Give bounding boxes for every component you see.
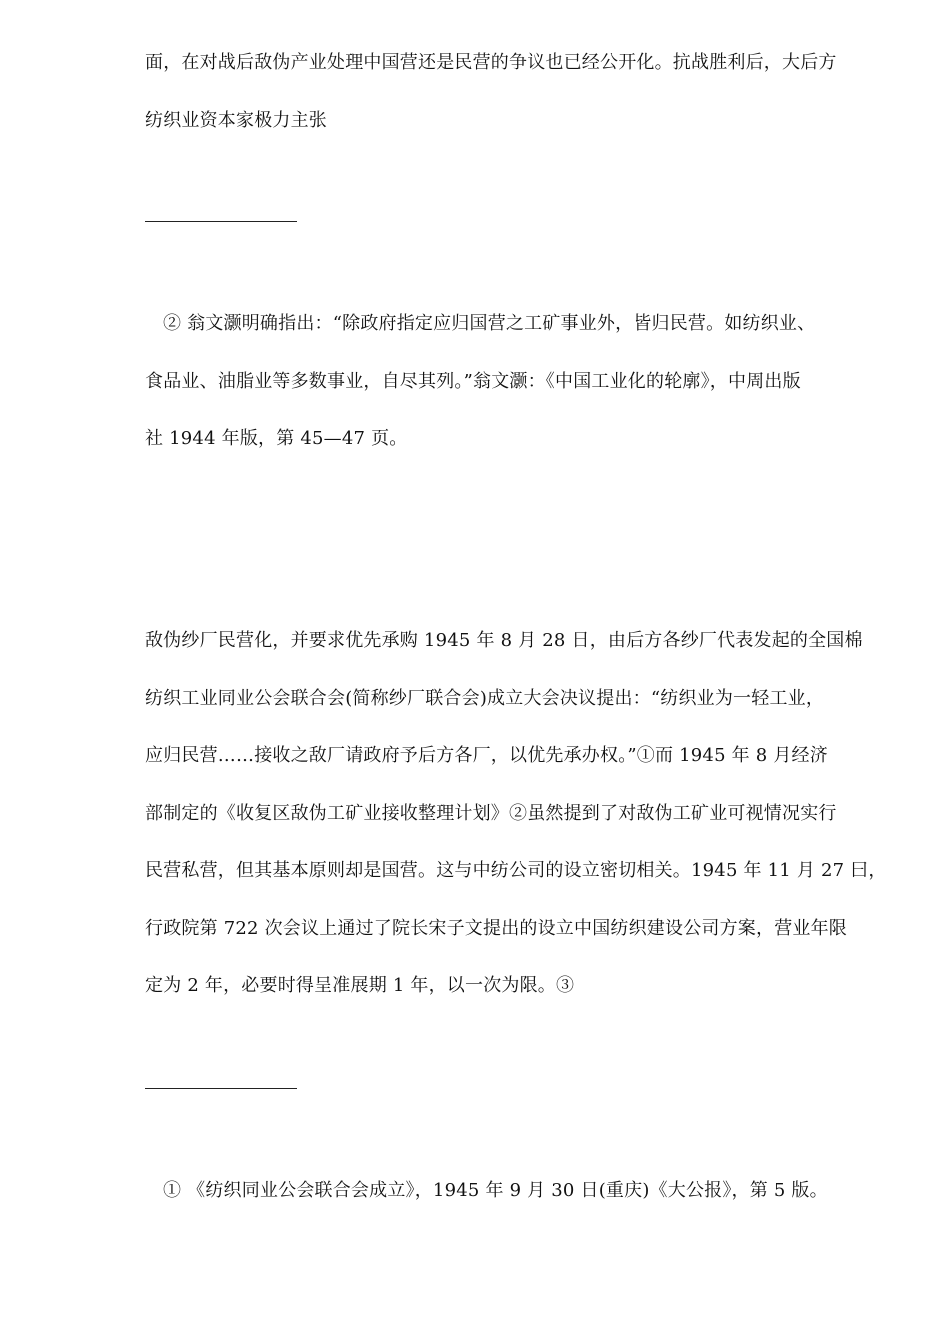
- body-text-line: 行政院第 722 次会议上通过了院长宋子文提出的设立中国纺织建设公司方案，营业年限: [145, 918, 847, 939]
- footnote-text-line: ① 《纺织同业公会联合会成立》，1945 年 9 月 30 日(重庆)《大公报》，第 5 版。: [163, 1180, 828, 1201]
- footnote-text-line: 社 1944 年版，第 45—47 页。: [145, 428, 408, 449]
- body-text-line: 纺织工业同业公会联合会(简称纱厂联合会)成立大会决议提出：“纺织业为一轻工业，: [145, 688, 825, 709]
- footnote-separator: [145, 221, 297, 222]
- body-text-line: 民营私营，但其基本原则却是国营。这与中纺公司的设立密切相关。1945 年 11 月 27 曰，: [145, 860, 887, 881]
- body-text-line: 应归民营……接收之敌厂请政府予后方各厂，以优先承办权。”①而 1945 年 8 月经济: [145, 745, 828, 766]
- footnote-text-line: ② 翁文灏明确指出：“除政府指定应归国营之工矿事业外，皆归民营。如纺织业、: [163, 313, 816, 334]
- footnote-text-line: 食品业、油脂业等多数事业，自尽其列。”翁文灏：《中国工业化的轮廓》，中周出版: [145, 371, 801, 392]
- body-text-line: 面，在对战后敌伪产业处理中国营还是民营的争议也已经公开化。抗战胜利后，大后方: [145, 52, 837, 73]
- body-text-line: 敌伪纱厂民营化，并要求优先承购 1945 年 8 月 28 日，由后方各纱厂代表发起的全国棉: [145, 630, 863, 651]
- body-text-line: 纺织业资本家极力主张: [145, 110, 327, 131]
- footnote-separator: [145, 1088, 297, 1089]
- body-text-line: 部制定的《收复区敌伪工矿业接收整理计划》②虽然提到了对敌伪工矿业可视情况实行: [145, 803, 837, 824]
- body-text-line: 定为 2 年，必要时得呈准展期 1 年，以一次为限。③: [145, 975, 575, 996]
